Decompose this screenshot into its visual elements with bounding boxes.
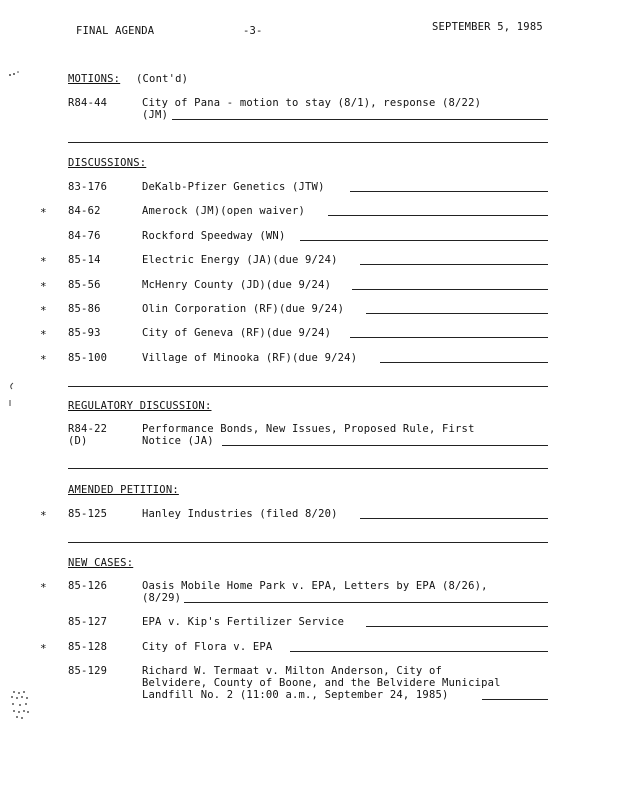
blank-line: [290, 651, 548, 652]
blank-line: [352, 289, 548, 290]
case-number: 85-56: [68, 279, 101, 291]
priority-marker: *: [40, 206, 47, 219]
blank-line: [380, 362, 548, 363]
case-number: 85-125: [68, 508, 108, 520]
priority-marker: *: [40, 581, 47, 594]
blank-line: [350, 337, 548, 338]
blank-line: [222, 445, 548, 446]
case-text: Oasis Mobile Home Park v. EPA, Letters by EPA (8/26),: [142, 580, 488, 592]
case-text: Richard W. Termaat v. Milton Anderson, City of: [142, 665, 442, 677]
case-text: EPA v. Kip's Fertilizer Service: [142, 616, 345, 628]
blank-line: [328, 215, 548, 216]
case-text: City of Geneva (RF)(due 9/24): [142, 327, 332, 339]
priority-marker: *: [40, 280, 47, 293]
case-text: Village of Minooka (RF)(due 9/24): [142, 352, 358, 364]
case-text-line2: (JM): [142, 109, 169, 121]
case-docket-code: (D): [68, 435, 88, 447]
case-number: 85-128: [68, 641, 108, 653]
priority-marker: *: [40, 642, 47, 655]
divider-line: [68, 142, 548, 143]
case-text: Olin Corporation (RF)(due 9/24): [142, 303, 345, 315]
case-number: 84-62: [68, 205, 101, 217]
priority-marker: *: [40, 255, 47, 268]
case-text: City of Flora v. EPA: [142, 641, 273, 653]
case-text: McHenry County (JD)(due 9/24): [142, 279, 332, 291]
case-text: Rockford Speedway (WN): [142, 230, 286, 242]
case-number: 85-129: [68, 665, 108, 677]
motions-heading-suffix: (Cont'd): [136, 73, 189, 85]
amended-heading: AMENDED PETITION:: [68, 484, 179, 496]
priority-marker: *: [40, 304, 47, 317]
case-text: DeKalb-Pfizer Genetics (JTW): [142, 181, 325, 193]
regulatory-heading: REGULATORY DISCUSSION:: [68, 400, 212, 412]
blank-line: [360, 264, 548, 265]
case-text: Electric Energy (JA)(due 9/24): [142, 254, 338, 266]
blank-line: [366, 626, 548, 627]
divider-line: [68, 386, 548, 387]
motions-heading: MOTIONS:: [68, 73, 121, 85]
case-text: Performance Bonds, New Issues, Proposed Rule, First: [142, 423, 475, 435]
blank-line: [482, 699, 548, 700]
case-number: 85-86: [68, 303, 101, 315]
blank-line: [172, 119, 548, 120]
scan-speck: [8, 688, 36, 722]
case-text: Amerock (JM)(open waiver): [142, 205, 306, 217]
case-text-line2: Belvidere, County of Boone, and the Belvidere Municipal: [142, 677, 501, 689]
case-number: 85-127: [68, 616, 108, 628]
case-text: Hanley Industries (filed 8/20): [142, 508, 338, 520]
case-number: 85-100: [68, 352, 108, 364]
case-number: 84-76: [68, 230, 101, 242]
blank-line: [350, 191, 548, 192]
case-number: 85-93: [68, 327, 101, 339]
header-title: FINAL AGENDA: [76, 25, 155, 37]
case-number: 85-126: [68, 580, 108, 592]
discussions-heading: DISCUSSIONS:: [68, 157, 147, 169]
priority-marker: *: [40, 353, 47, 366]
blank-line: [366, 313, 548, 314]
case-text-line2: (8/29): [142, 592, 182, 604]
scan-speck: [4, 380, 18, 410]
case-number: 85-14: [68, 254, 101, 266]
case-text-line2: Notice (JA): [142, 435, 214, 447]
case-text: City of Pana - motion to stay (8/1), response (8/22): [142, 97, 482, 109]
case-number: R84-44: [68, 97, 108, 109]
blank-line: [360, 518, 548, 519]
divider-line: [68, 468, 548, 469]
scan-speck: [4, 66, 26, 82]
header-date: SEPTEMBER 5, 1985: [432, 21, 543, 33]
case-number: R84-22: [68, 423, 108, 435]
divider-line: [68, 542, 548, 543]
new-cases-heading: NEW CASES:: [68, 557, 134, 569]
case-number: 83-176: [68, 181, 108, 193]
case-text-line3: Landfill No. 2 (11:00 a.m., September 24, 1985): [142, 689, 449, 701]
page-number: -3-: [243, 25, 263, 37]
priority-marker: *: [40, 328, 47, 341]
priority-marker: *: [40, 509, 47, 522]
blank-line: [184, 602, 548, 603]
blank-line: [300, 240, 548, 241]
